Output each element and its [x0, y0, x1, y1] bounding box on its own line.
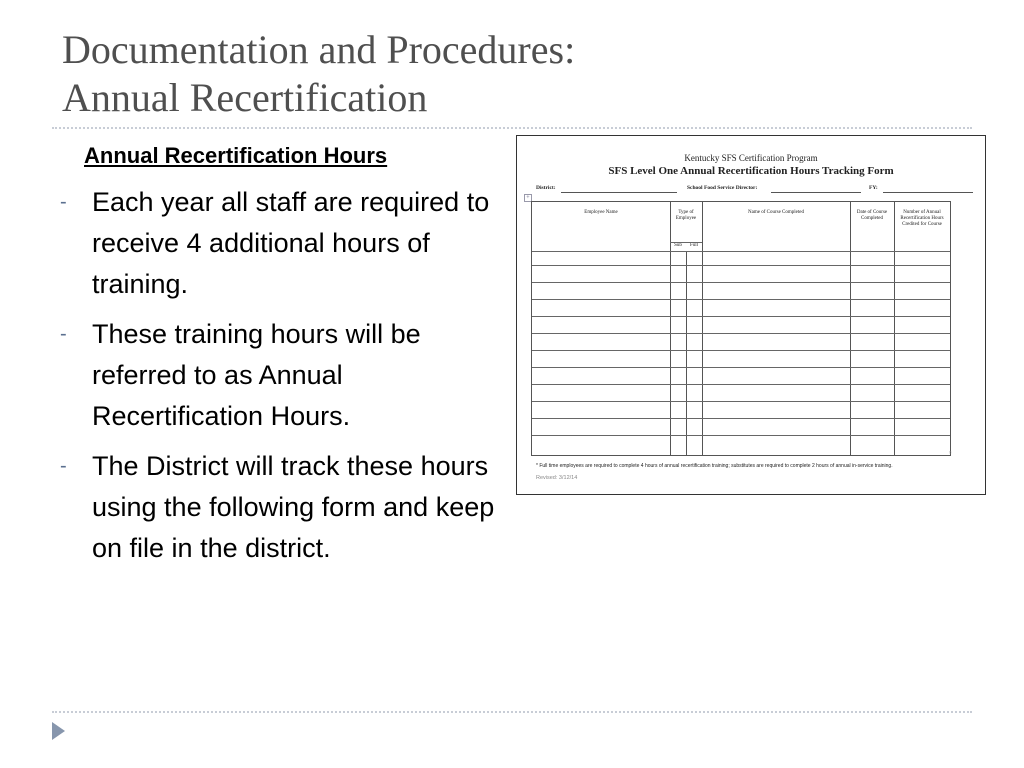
top-divider — [52, 127, 972, 129]
row-line — [532, 401, 950, 402]
col-header-sub: Sub — [674, 243, 682, 248]
form-district-line — [561, 192, 677, 193]
title-line-2: Annual Recertification — [62, 75, 428, 120]
bullet-text: Each year all staff are required to receive 4 additional hours of training. — [92, 187, 490, 299]
form-director-label: School Food Service Director: — [687, 185, 758, 191]
form-fy-line — [883, 192, 973, 193]
bullet-marker: - — [60, 455, 67, 477]
form-program-name: Kentucky SFS Certification Program — [684, 153, 818, 163]
bullet-item — [58, 182, 498, 305]
row-line — [532, 435, 950, 436]
form-fy-label: FY: — [869, 185, 878, 191]
row-line — [532, 299, 950, 300]
bullet-text: The District will track these hours using the following form and keep on file in the district. — [92, 451, 495, 563]
row-line — [532, 265, 950, 266]
row-line — [532, 251, 950, 252]
next-slide-arrow-icon[interactable] — [52, 722, 65, 740]
form-director-line — [771, 192, 861, 193]
row-line — [670, 242, 702, 243]
title-line-1: Documentation and Procedures: — [62, 27, 576, 72]
bullet-list — [58, 182, 498, 578]
row-line — [532, 367, 950, 368]
row-line — [532, 333, 950, 334]
expand-icon: + — [524, 194, 532, 202]
col-header-employee: Employee Name — [584, 210, 618, 215]
row-line — [532, 282, 950, 283]
row-line — [532, 418, 950, 419]
col-header-full: Full — [689, 243, 699, 248]
bullet-item — [58, 314, 498, 437]
form-revised-date: Revised: 3/12/14 — [536, 475, 578, 481]
bottom-divider — [52, 711, 972, 713]
row-line — [532, 384, 950, 385]
bullet-marker: - — [60, 191, 67, 213]
tracking-form-image — [516, 135, 986, 495]
bullet-item — [58, 446, 498, 569]
col-header-course: Name of Course Completed — [748, 210, 804, 215]
col-header-date: Date of Course Completed — [856, 210, 888, 221]
col-header-hours: Number of Annual Recertification Hours Credited for Course — [900, 210, 944, 227]
col-header-type: Type of Employee — [675, 210, 697, 221]
form-title: SFS Level One Annual Recertification Hours Tracking Form — [608, 165, 894, 177]
form-district-label: District: — [536, 185, 556, 191]
corner-mark-icon: ¤ — [949, 451, 952, 456]
row-line — [532, 316, 950, 317]
bullet-text: These training hours will be referred to as Annual Recertification Hours. — [92, 319, 421, 431]
bullet-marker: - — [60, 323, 67, 345]
form-table — [531, 201, 951, 456]
slide-title — [62, 26, 962, 122]
subheading: Annual Recertification Hours — [84, 143, 388, 168]
row-line — [532, 350, 950, 351]
form-footnote: * Full time employees are required to complete 4 hours of annual recertification training; substitutes are required to complete 2 hours of annual in-service training. — [536, 463, 893, 469]
